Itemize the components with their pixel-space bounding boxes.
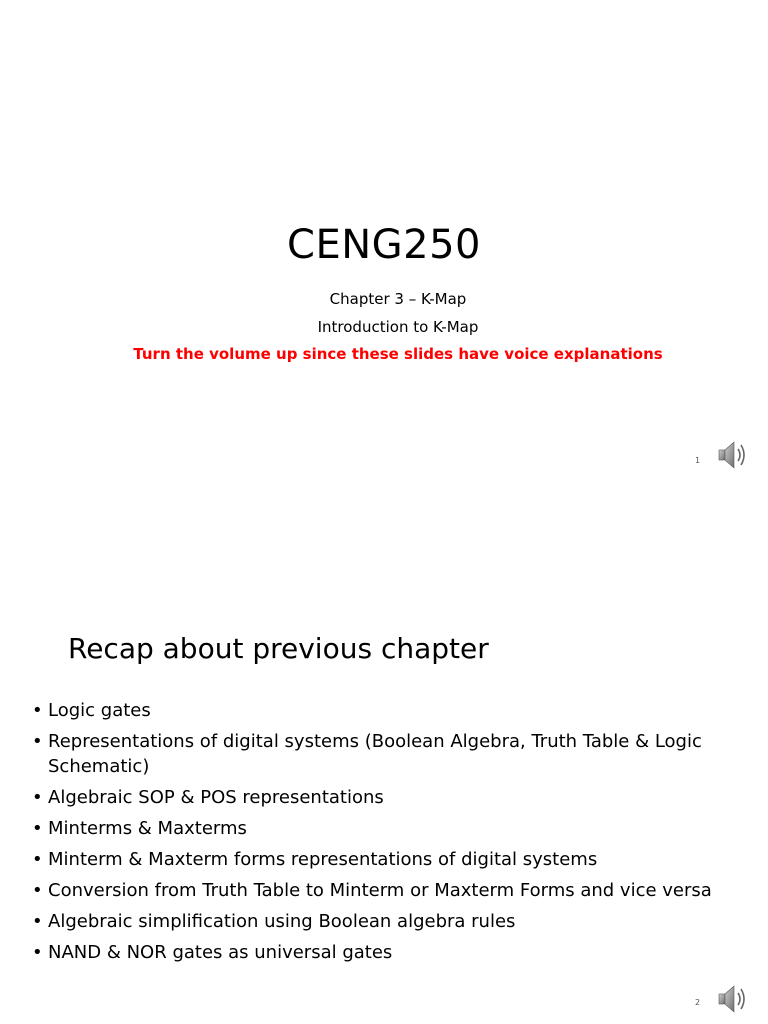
- list-item: [32, 878, 732, 903]
- bullet-glyph: •: [32, 849, 43, 870]
- bullet-text: Algebraic SOP & POS representations: [48, 787, 384, 808]
- bullet-text: Minterms & Maxterms: [48, 818, 247, 839]
- bullet-glyph: •: [32, 787, 43, 808]
- bullet-text: Conversion from Truth Table to Minterm or Maxterm Forms and vice versa: [48, 880, 712, 901]
- speaker-icon[interactable]: [716, 438, 750, 472]
- bullet-glyph: •: [32, 880, 43, 901]
- list-item: [32, 909, 732, 934]
- slide-title: Recap about previous chapter: [68, 632, 489, 665]
- list-item: [32, 729, 732, 779]
- volume-notice: Turn the volume up since these slides have voice explanations: [133, 345, 663, 363]
- list-item: [32, 940, 732, 965]
- list-item: [32, 785, 732, 810]
- bullet-text: Representations of digital systems (Boolean Algebra, Truth Table & Logic Schematic): [48, 731, 702, 777]
- bullet-glyph: •: [32, 818, 43, 839]
- bullet-glyph: •: [32, 700, 43, 721]
- page-number: 2: [695, 998, 701, 1007]
- list-item: [32, 816, 732, 841]
- list-item: [32, 847, 732, 872]
- list-item: [32, 698, 732, 723]
- slide-2: [0, 512, 768, 1024]
- page-number: 1: [695, 456, 701, 465]
- bullet-text: NAND & NOR gates as universal gates: [48, 942, 393, 963]
- bullet-list: [32, 698, 732, 971]
- bullet-text: Minterm & Maxterm forms representations of digital systems: [48, 849, 598, 870]
- topic-subtitle: Introduction to K-Map: [317, 318, 479, 336]
- speaker-icon[interactable]: [716, 982, 750, 1016]
- bullet-glyph: •: [32, 731, 43, 752]
- slide-title: CENG250: [287, 222, 481, 268]
- bullet-glyph: •: [32, 942, 43, 963]
- chapter-subtitle: Chapter 3 – K-Map: [329, 290, 467, 308]
- bullet-glyph: •: [32, 911, 43, 932]
- bullet-text: Algebraic simplification using Boolean algebra rules: [48, 911, 516, 932]
- bullet-text: Logic gates: [48, 700, 151, 721]
